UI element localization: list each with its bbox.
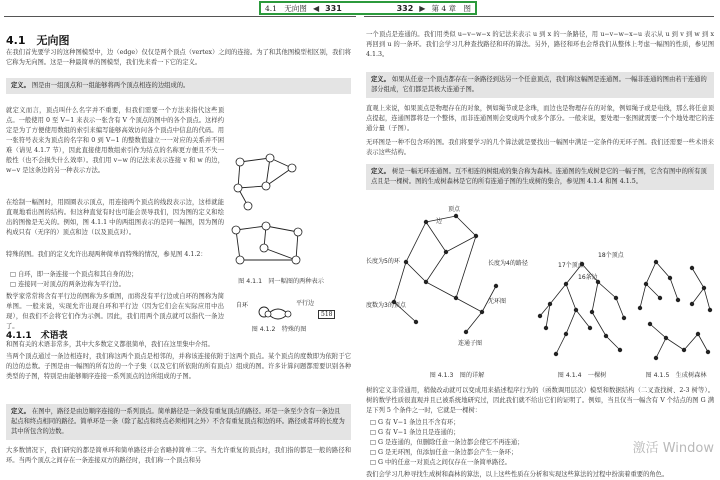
list-item: □ G 是无环图，但添加任意一条边都会产生一条环； xyxy=(370,449,518,456)
list-item: □ G 中的任意一对顶点之间仅存在一条简单路径。 xyxy=(370,459,511,466)
right-running-header: 第 4 章 图 xyxy=(431,3,471,13)
left-page xyxy=(0,18,356,480)
definition-text: 图是由一组顶点和一组能够将两个顶点相连的边组成的。 xyxy=(31,82,190,89)
paragraph-algorithms: 我们会学习几种寻找生成树和森林的算法，以上这些性质在分析和实现这些算法的过程中扮演着重要的角色。 xyxy=(366,471,669,478)
figure-graph-anatomy xyxy=(386,202,506,352)
definition-label: 定义。 xyxy=(11,82,30,89)
definition-graph xyxy=(6,78,351,94)
figure-special-graphs xyxy=(256,302,296,324)
paragraph-physical-intuition: 直观上来说，如果顶点是物理存在的对象，例如绳节或是念珠，而边也是物理存在的对象，例如绳子或是电线，那么将任意顶点提起，连通图都将是一个整体，而非连通图则会变成两个或多个部分。一般来说，要处理一张图就需要一个个地处理它的连通分量（子图）。 xyxy=(366,105,714,132)
definition-text: 树是一幅无环连通图。互不相连的树组成的集合称为森林。连通图的生成树是它的一幅子图，它含有图中的所有顶点且是一棵树。图的生成树森林是它的所有连通子图的生成树的集合，参见图 4.1.4 和图 4.1.5。 xyxy=(371,168,707,185)
definition-path xyxy=(6,404,351,440)
figure-same-graph xyxy=(226,148,316,272)
fig3-label-acyclic: 无环图 xyxy=(488,298,507,305)
page-navigation-bar xyxy=(0,0,720,18)
activation-watermark: 激活 Window xyxy=(632,441,714,456)
next-page-icon[interactable]: ▶ xyxy=(419,3,426,13)
graph-drawing-a xyxy=(234,154,296,210)
paragraph-drawing: 在绘制一幅图时，用圆圈表示顶点，用连接两个顶点的线段表示边，这样就能直观地看出图的结构。但这种直觉有时也可能会误导我们，因为图的定义和绘出的图像是无关的。例如，图 4.1.1 中的两组图表示的是同一幅图，因为图的构成只有（无序的）顶点和边（以及顶点对）。 xyxy=(6,199,224,236)
list-item: □ G 有 V−1 条边且不含有环； xyxy=(370,419,460,426)
paragraph-tree-properties: 树的定义非常通用，稍做改动就可以变成用来描述程序行为的（函数调用层次）模型和数据结构（二叉查找树、2-3 树等）。树的数学性质很直观并且已被系统地研究过，因此我们就不给出它们的证明了。例如，当且仅当一幅含有 V 个结点的图 G 满足下列 5 个条件之一时，它就是一棵树： xyxy=(366,387,714,414)
self-loop-label: 自环 xyxy=(236,302,249,309)
fig3-label-component: 连通子图 xyxy=(458,340,483,347)
definition-connected-graph xyxy=(366,72,714,98)
paragraph-connected: 一个顶点是连通的。我们用类似 u−v−w−x 的记法来表示 u 到 x 的一条路径，用 u−v−w−x−u 表示从 u 到 v 到 w 到 x 再回到 u 的一条环。我们会学习几种查找路径和环的算法。另外，路径和环也会帮我们从整体上考虑一幅图的性质，参见图 4.1.3。 xyxy=(366,31,714,58)
definition-label: 定义。 xyxy=(371,168,390,175)
bullet-parallel-edges: □ 连接同一对顶点的两条边称为平行边。 xyxy=(10,281,125,288)
margin-page-number: 518 xyxy=(318,310,335,318)
figure-spanning-forest xyxy=(636,254,716,366)
paragraph-vertex-naming: 就定义而言，顶点叫什么名字并不重要，但我们需要一个方法来指代这些顶点。一般使用 0 至 V−1 来表示一张含有 V 个顶点的图中的各个顶点。这样约定是为了方便使用数组的索引来编写能够高效访问各个顶点中信息的代码。用一张符号表来为顶点的名字和 0 到 V−1 的整数值建立一一对应的关系并不困难（请见 4.1.7 节），因此直接使用数组索引作为结点的名称更方便且不失一般性（也不会损失什么效率）。我们用 v−w 的记法来表示连接 v 和 w 的边，w−v 是这条边的另一种表示方法。 xyxy=(6,107,224,174)
right-page xyxy=(362,18,720,480)
right-header-rule xyxy=(364,16,714,17)
figure-4-1-3-caption: 图 4.1.3 图的详解 xyxy=(429,372,485,379)
figure-4-1-4-caption: 图 4.1.4 一棵树 xyxy=(557,372,607,379)
section-title: 4.1 无向图 xyxy=(6,34,70,47)
fig3-label-edge: 边 xyxy=(436,218,443,225)
previous-page-icon[interactable]: ◀ xyxy=(312,3,320,13)
page-navigator[interactable] xyxy=(259,1,477,15)
right-page-number[interactable]: 332 xyxy=(396,3,414,13)
intro-paragraph: 在我们首先要学习的这种图模型中，边（edge）仅仅是两个顶点（vertex）之间的连接。为了和其他图模型相区别，我们将它称为无向图。这是一种最简单的图模型，我们先来看一下它的定义。 xyxy=(6,49,351,66)
graph-drawing-b xyxy=(232,222,302,264)
paragraph-multigraph: 数学家常常将含有平行边的图称为多重图，而将没有平行边或自环的图称为简单图。一般来说，实现允许出现自环和平行边（因为它们会在实际应用中出现），但我们不会将它们作为示例。因此，我们用两个顶点就可以指代一条边了。 xyxy=(6,293,224,330)
paragraph-adjacent: 当两个顶点通过一条边相连时，我们称这两个顶点是相邻的，并称该连接依附于这两个顶点。某个顶点的度数即为依附于它的边的总数。子图是由一幅图的所有边的一个子集（以及它们所依附的所有顶点）组成的图。许多计算问题都需要识别各种类型的子图，特别是由能够顺序连接一系列顶点的边所组成的子图。 xyxy=(6,353,351,380)
figure-tree xyxy=(536,254,628,366)
bullet-self-loop: □ 自环，即一条连接一个顶点和其自身的边； xyxy=(10,271,138,278)
left-running-header: 4.1 无向图 xyxy=(265,3,307,13)
figure-4-1-2-caption: 图 4.1.2 特殊的图 xyxy=(251,326,307,333)
definition-text: 如果从任意一个顶点都存在一条路径到达另一个任意顶点，我们称这幅图是连通图。一幅非连通的图由若干连通的部分组成，它们都是其极大连通子图。 xyxy=(371,76,707,93)
paragraph-simple-paths: 大多数情况下，我们研究的都是简单环和简单路径并会省略掉简单二字。当允许重复的顶点时，我们指的都是一般的路径和环。当两个顶点之间存在一条连接双方的路径时，我们称一个顶点和另 xyxy=(6,447,351,464)
fig4-label-edges: 16条边 xyxy=(578,274,598,281)
definition-text: 在图中，路径是由边顺序连接的一系列顶点。简单路径是一条没有重复顶点的路径。环是一条至少含有一条边且起点和终点相同的路径。简单环是一条（除了起点和终点必须相同之外）不含有重复顶点和边的环。路径或者环的长度为其中所包含的边数。 xyxy=(11,408,345,435)
definition-label: 定义。 xyxy=(11,408,30,415)
figure-4-1-1-caption: 图 4.1.1 同一幅图的两种表示 xyxy=(238,278,324,285)
list-item: □ G 有 V−1 条边且是连通的； xyxy=(370,429,460,436)
fig3-label-path: 长度为4的路径 xyxy=(488,260,528,267)
left-page-number[interactable]: 331 xyxy=(325,3,342,13)
definition-tree xyxy=(366,164,714,190)
paragraph-special-graphs: 特殊的图。我们的定义允许出现两种简单而特殊的情况，参见图 4.1.2： xyxy=(6,251,207,258)
fig3-label-cycle: 长度为5的环 xyxy=(366,258,400,265)
figure-4-1-5-caption: 图 4.1.5 生成树森林 xyxy=(645,372,707,379)
fig4-label-vertices: 17个顶点 xyxy=(558,262,584,269)
fig4-label-vertices-forest: 18个顶点 xyxy=(598,252,624,259)
subsection-title: 4.1.1 术语表 xyxy=(6,331,68,341)
paragraph-acyclic: 无环图是一种不包含环的图。我们将要学习的几个算法就是要找出一幅图中满足一定条件的无环子图。我们还需要一些术语来表示这些结构。 xyxy=(366,139,714,156)
paragraph-terminology: 和图有关的术语非常多，其中大多数定义都很简单，我们在这里集中介绍。 xyxy=(6,341,214,348)
definition-label: 定义。 xyxy=(371,76,390,83)
fig3-label-degree: 度数为3的顶点 xyxy=(366,302,406,309)
list-item: □ G 是连通的，但删除任意一条边都会使它不再连通； xyxy=(370,439,524,446)
parallel-edge-label: 平行边 xyxy=(296,300,315,307)
left-header-rule xyxy=(4,16,356,17)
fig3-label-vertex: 顶点 xyxy=(448,206,461,213)
